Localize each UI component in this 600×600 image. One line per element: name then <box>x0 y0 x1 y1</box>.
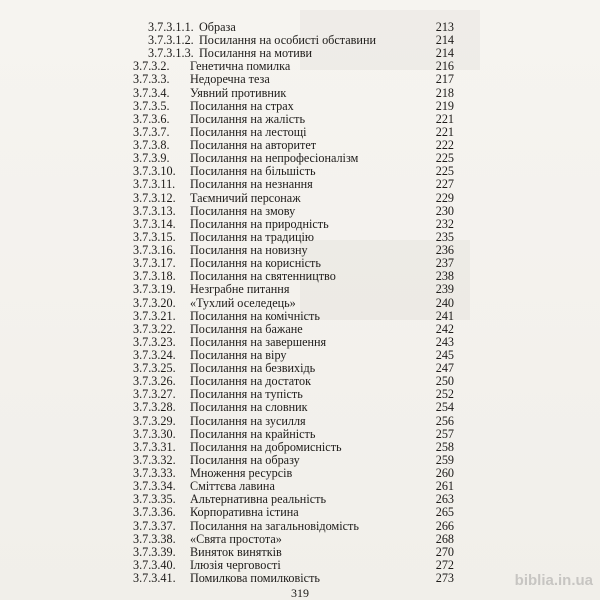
toc-entry-title: Посилання на змову <box>190 203 296 218</box>
toc-entry-page: 214 <box>435 46 454 61</box>
toc-entry-number: 3.7.3.4. <box>133 85 170 100</box>
toc-entry-number: 3.7.3.8. <box>133 138 170 153</box>
toc-entry-title: Посилання на образу <box>190 452 300 467</box>
toc-entry-title: Посилання на особисті обставини <box>199 33 376 48</box>
toc-entry-title: Ілюзія черговості <box>190 557 281 572</box>
toc-entry-number: 3.7.3.2. <box>133 59 170 74</box>
toc-entry-page: 221 <box>435 111 454 126</box>
toc-entry-page: 260 <box>435 466 454 481</box>
toc-entry-page: 225 <box>435 151 454 166</box>
toc-entry-page: 268 <box>435 531 454 546</box>
toc-entry-title: Незграбне питання <box>190 282 290 297</box>
toc-entry-title: Посилання на непрофесіоналізм <box>190 151 359 166</box>
toc-entry-page: 261 <box>435 479 454 494</box>
toc-entry-number: 3.7.3.39. <box>133 544 176 559</box>
toc-entry-title: Посилання на комічність <box>190 308 320 323</box>
toc-entry-number: 3.7.3.28. <box>133 400 176 415</box>
toc-entry-page: 265 <box>435 505 454 520</box>
toc-entry-number: 3.7.3.27. <box>133 387 176 402</box>
toc-entry-page: 273 <box>435 571 454 586</box>
toc-entry-page: 239 <box>435 282 454 297</box>
toc-entry-number: 3.7.3.41. <box>133 571 176 586</box>
toc-entry-page: 218 <box>435 85 454 100</box>
toc-entry-number: 3.7.3.20. <box>133 295 176 310</box>
toc-entry-page: 241 <box>435 308 454 323</box>
toc-entry-page: 247 <box>435 361 454 376</box>
toc-entry-number: 3.7.3.6. <box>133 111 170 126</box>
toc-entry-page: 213 <box>435 20 454 34</box>
toc-entry-title: Таємничий персонаж <box>190 190 301 205</box>
toc-entry-title: Недоречна теза <box>190 72 270 87</box>
toc-entry-page: 252 <box>435 387 454 402</box>
toc-entry-number: 3.7.3.30. <box>133 426 176 441</box>
toc-entry-page: 236 <box>435 243 454 258</box>
toc-entry-number: 3.7.3.1.2. <box>148 33 194 48</box>
page-number: 319 <box>291 586 309 600</box>
toc-entry-number: 3.7.3.24. <box>133 348 176 362</box>
toc-entry-number: 3.7.3.21. <box>133 308 176 323</box>
toc-entry-title: Альтернативна реальність <box>190 492 327 507</box>
toc-entry-page: 256 <box>435 413 454 428</box>
toc-entry-title: Посилання на природність <box>190 216 329 231</box>
toc-entry-title: «Тухлий оселедець» <box>190 295 296 310</box>
toc-entry-number: 3.7.3.5. <box>133 98 170 113</box>
toc-entry-page: 259 <box>435 452 454 467</box>
toc-entry-page: 219 <box>435 98 454 113</box>
toc-entry-number: 3.7.3.31. <box>133 439 176 454</box>
toc-entry-page: 240 <box>435 295 454 310</box>
toc-entry-number: 3.7.3.7. <box>133 124 170 139</box>
toc-entry-title: Посилання на добромисність <box>190 439 342 454</box>
toc-entry-number: 3.7.3.26. <box>133 374 176 389</box>
toc-entry-number: 3.7.3.35. <box>133 492 176 507</box>
toc-entry-page: 225 <box>435 164 454 179</box>
watermark: biblia.in.ua <box>514 572 593 589</box>
toc-entry-page: 227 <box>435 177 454 192</box>
toc-entry-title: Посилання на страх <box>190 98 294 113</box>
toc-entry-title: Посилання на традицію <box>190 229 315 244</box>
toc-entry-number: 3.7.3.22. <box>133 321 176 336</box>
toc-entry-number: 3.7.3.37. <box>133 518 176 533</box>
toc-entry-number: 3.7.3.10. <box>133 164 176 179</box>
toc-entry-number: 3.7.3.23. <box>133 334 176 349</box>
toc-entry-number: 3.7.3.14. <box>133 216 176 231</box>
toc-entry-title: Посилання на віру <box>190 348 287 362</box>
toc-entry-title: Посилання на словник <box>190 400 308 415</box>
toc-entry-page: 266 <box>435 518 454 533</box>
toc-entry-number: 3.7.3.32. <box>133 452 176 467</box>
toc-entry-title: Уявний противник <box>190 85 287 100</box>
toc-entry-title: Посилання на авторитет <box>190 138 317 153</box>
toc-entry-title: Посилання на достаток <box>190 374 312 389</box>
toc-entry-page: 254 <box>435 400 454 415</box>
toc-entry-title: Посилання на крайність <box>190 426 316 441</box>
toc-entry-number: 3.7.3.38. <box>133 531 176 546</box>
toc-entry-title: Сміттєва лавина <box>190 479 275 494</box>
toc-entry-title: Посилання на бажане <box>190 321 303 336</box>
toc-entry-page: 214 <box>435 33 454 48</box>
toc-entry-page: 257 <box>435 426 454 441</box>
toc-entry-page: 242 <box>435 321 454 336</box>
toc-entry-page: 229 <box>435 190 454 205</box>
toc-entry-number: 3.7.3.17. <box>133 256 176 271</box>
toc-entry-number: 3.7.3.15. <box>133 229 176 244</box>
toc-entry-number: 3.7.3.18. <box>133 269 176 284</box>
toc-entry-title: Посилання на корисність <box>190 256 321 271</box>
toc-entry-title: Генетична помилка <box>190 59 291 74</box>
toc-entry-title: Посилання на більшість <box>190 164 316 179</box>
toc-entry-page: 217 <box>435 72 454 87</box>
toc-entry-page: 263 <box>435 492 454 507</box>
toc-entry-page: 221 <box>435 124 454 139</box>
toc-entry-title: Посилання на лестощі <box>190 124 307 139</box>
toc-entry-number: 3.7.3.16. <box>133 243 176 258</box>
toc-entry-page: 258 <box>435 439 454 454</box>
toc-entry-number: 3.7.3.33. <box>133 466 176 481</box>
toc-entry-page: 272 <box>435 557 454 572</box>
toc-entry-page: 230 <box>435 203 454 218</box>
toc-entry-title: Посилання на новизну <box>190 243 308 258</box>
toc-entry-title: Корпоративна істина <box>190 505 299 520</box>
toc-entry-page: 238 <box>435 269 454 284</box>
toc-entry-title: Посилання на незнання <box>190 177 313 192</box>
toc-entry-page: 270 <box>435 544 454 559</box>
toc-entry-title: Множення ресурсів <box>190 466 293 481</box>
toc-entry-page: 245 <box>435 348 454 362</box>
toc-entry-number: 3.7.3.40. <box>133 557 176 572</box>
toc-entry-number: 3.7.3.29. <box>133 413 176 428</box>
toc-entry-title: «Свята простота» <box>190 531 282 546</box>
toc-entry-number: 3.7.3.12. <box>133 190 176 205</box>
toc-entry-number: 3.7.3.25. <box>133 361 176 376</box>
toc-entry-page: 216 <box>435 59 454 74</box>
toc-entry-title: Посилання на зусилля <box>190 413 306 428</box>
toc-entry-number: 3.7.3.36. <box>133 505 176 520</box>
toc-entry-title: Посилання на загальновідомість <box>190 518 359 533</box>
toc-entry-page: 250 <box>435 374 454 389</box>
toc-entry-number: 3.7.3.11. <box>133 177 176 192</box>
toc-entry-number: 3.7.3.1.1. <box>148 20 194 34</box>
toc-entry-title: Посилання на мотиви <box>199 46 313 61</box>
toc-entry-page: 222 <box>435 138 454 153</box>
toc-entry-title: Посилання на тупість <box>190 387 303 402</box>
toc-entry-title: Помилкова помилковість <box>190 571 320 586</box>
toc-entry-page: 235 <box>435 229 454 244</box>
toc-entry-title: Посилання на безвихідь <box>190 361 316 376</box>
toc-entry-number: 3.7.3.3. <box>133 72 170 87</box>
toc-entry-number: 3.7.3.34. <box>133 479 176 494</box>
toc-entry-number: 3.7.3.13. <box>133 203 176 218</box>
toc-entry-title: Образа <box>199 20 236 34</box>
toc-entry-page: 243 <box>435 334 454 349</box>
toc-entry-title: Виняток винятків <box>190 544 282 559</box>
toc-entry-page: 232 <box>435 216 454 231</box>
toc-entry-title: Посилання на святенництво <box>190 269 336 284</box>
toc-entry-number: 3.7.3.19. <box>133 282 176 297</box>
toc-entry-page: 237 <box>435 256 454 271</box>
toc-entry-number: 3.7.3.9. <box>133 151 170 166</box>
toc-entry-number: 3.7.3.1.3. <box>148 46 194 61</box>
toc-entry-title: Посилання на завершення <box>190 334 327 349</box>
toc-entry-title: Посилання на жалість <box>190 111 305 126</box>
